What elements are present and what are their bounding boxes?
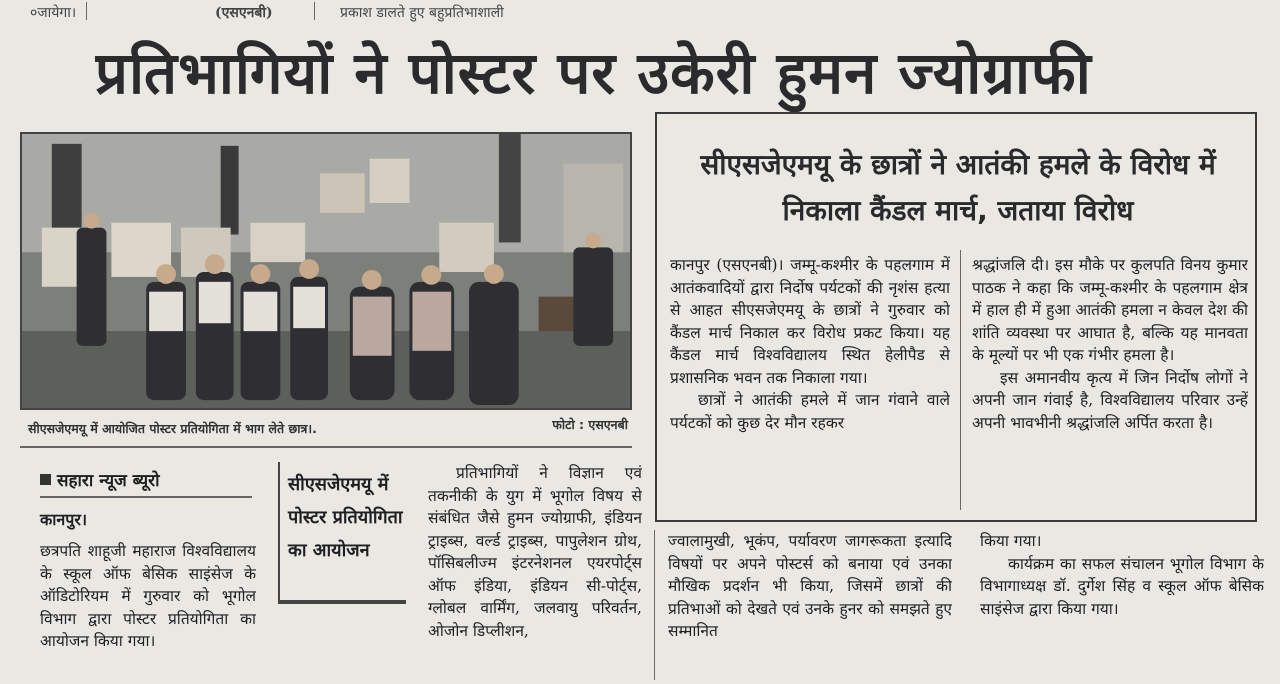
top-strip-right: प्रकाश डालते हुए बहुप्रतिभाशाली (340, 5, 504, 21)
story1-column-4 (980, 530, 1264, 680)
story2-col2-text-1: श्रद्धांजलि दी। इस मौके पर कुलपति विनय कुमार पाठक ने कहा कि जम्मू-कश्मीर के पहलगाम क्षेत्र में हाल ही में हुआ आतंकी हमला न केवल देश की शांति व्यवस्था पर आघात है, बल्कि यह मानवता के मूल्यों पर भी एक गंभीर हमला है। (972, 256, 1248, 364)
story2-col2-text-2: इस अमानवीय कृत्य में जिन निर्दोष लोगों ने अपनी जान गंवाई है, विश्वविद्यालय परिवार उन्हें अपनी भावभीनी श्रद्धांजलि अर्पित करता है। (972, 368, 1248, 432)
dateline: कानपुर। (40, 510, 88, 529)
story2-col1-text-1: कानपुर (एसएनबी)। जम्मू-कश्मीर के पहलगाम में आतंकवादियों द्वारा निर्दोष पर्यटकों की नृशंस हत्या से आहत सीएसजेएमयू के छात्रों ने गुरुवार को कैंडल मार्च निकाल कर विरोध प्रकट किया। यह कैंडल मार्च विश्वविद्यालय स्थित हेलीपैड से प्रशासनिक भवन तक निकाला गया। (670, 256, 950, 387)
story1-col4-text-2: कार्यक्रम का सफल संचालन भूगोल विभाग के विभागाध्यक्ष डॉ. दुर्गेश सिंह व स्कूल ऑफ बेसिक साइंसेज द्वारा किया गया। (980, 554, 1264, 618)
sidebar-headline: सीएसजेएमयू में पोस्टर प्रतियोगिता का आयोजन (288, 474, 403, 561)
story1-column-3 (668, 530, 952, 680)
column-rule (86, 2, 87, 20)
students-group-photo (22, 134, 630, 408)
story1-column-1 (40, 540, 256, 680)
photo-credit: फोटो : एसएनबी (552, 417, 628, 432)
column-rule (654, 530, 655, 680)
caption-rule (20, 446, 632, 448)
story2-column-2 (972, 254, 1248, 516)
story1-column-2 (428, 462, 642, 680)
sidebar-headline-box (278, 462, 406, 604)
story1-col1-text: छत्रपति शाहूजी महाराज विश्वविद्यालय के स्कूल ऑफ बेसिक साइंसेज के ऑडिटोरियम में गुरुवार को भूगोल विभाग द्वारा पोस्टर प्रतियोगिता का आयोजन किया गया। (40, 542, 256, 650)
story2-headline: सीएसजेएमयू के छात्रों ने आतंकी हमले के विरोध में निकाला कैंडल मार्च, जताया विरोध (700, 148, 1216, 227)
photo-caption: सीएसजेएमयू में आयोजित पोस्टर प्रतियोगिता में भाग लेते छात्र।. (28, 421, 317, 436)
byline (40, 468, 250, 494)
story1-col2-text: प्रतिभागियों ने विज्ञान एवं तकनीकी के युग में भूगोल विषय से संबंधित जैसे हुमन ज्योग्राफी, इंडियन ट्राइब्स, वर्ल्ड ट्राइब्स, पापुलेशन ग्रोथ, पॉसिबलीज्म इंटरनेशनल एयरपोर्ट्स ऑफ इंडिया, इंडियन सी-पोर्ट्स, ग्लोबल वार्मिंग, जलवायु परिवर्तन, ओजोन डिप्लीशन, (428, 464, 642, 640)
top-strip-left: ०जायेगा। (30, 5, 77, 21)
story2-col1-text-2: छात्रों ने आतंकी हमले में जान गंवाने वाले पर्यटकों को कुछ देर मौन रहकर (670, 391, 950, 432)
main-headline: प्रतिभागियों ने पोस्टर पर उकेरी हुमन ज्योग्राफी (95, 39, 1092, 107)
bullet-square-icon (40, 474, 51, 485)
byline-rule (40, 496, 252, 498)
story2-column-1 (670, 254, 950, 516)
byline-text: सहारा न्यूज ब्यूरो (57, 471, 160, 491)
column-rule (960, 250, 961, 510)
top-strip-center: (एसएनबी) (215, 5, 273, 21)
photo-caption-row (28, 416, 628, 440)
story1-col4-text-1: किया गया। (980, 532, 1042, 550)
column-rule (314, 2, 315, 20)
news-photo (20, 132, 632, 410)
story1-col3-text: ज्वालामुखी, भूकंप, पर्यावरण जागरूकता इत्यादि विषयों पर अपने पोस्टर्स को बनाया एवं उनका मौखिक प्रदर्शन भी किया, जिसमें छात्रों की प्रतिभाओं को देखते एवं उनके हुनर को समझते हुए सम्मानित (668, 532, 952, 640)
story1-column-2-spill (355, 618, 425, 680)
top-strip (0, 0, 1280, 24)
